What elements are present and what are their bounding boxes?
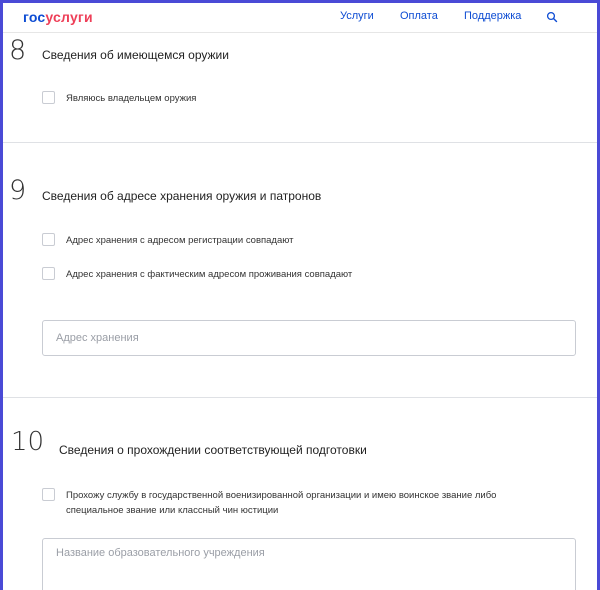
reg-address-checkbox[interactable] <box>42 233 55 246</box>
section-10-title: Сведения о прохождении соответствующей подготовки <box>59 443 367 457</box>
military-service-label-line2[interactable]: специальное звание или классный чин юстиции <box>66 505 279 516</box>
section-9-title: Сведения об адресе хранения оружия и патронов <box>42 189 322 203</box>
nav-payment-link[interactable]: Оплата <box>400 10 438 22</box>
institution-name-placeholder: Название образовательного учреждения <box>56 547 265 559</box>
section-8-number: 8 <box>9 35 27 66</box>
section-10-number: 10 <box>11 427 45 457</box>
section-9-number: 9 <box>9 175 27 206</box>
reg-address-label[interactable]: Адрес хранения с адресом регистрации совпадают <box>66 235 294 246</box>
weapon-owner-label[interactable]: Являюсь владельцем оружия <box>66 93 197 104</box>
page-frame <box>3 3 597 590</box>
top-header <box>3 3 597 33</box>
gosuslugi-logo[interactable] <box>23 9 93 25</box>
institution-name-input[interactable] <box>42 538 576 590</box>
actual-address-checkbox[interactable] <box>42 267 55 280</box>
storage-address-placeholder: Адрес хранения <box>56 332 139 344</box>
nav-support-link[interactable]: Поддержка <box>464 10 522 22</box>
logo-part-gos: гос <box>23 9 46 25</box>
logo-part-uslugi: услуги <box>45 9 93 25</box>
section-divider <box>3 142 597 143</box>
military-service-label-line1[interactable]: Прохожу службу в государственной военизированной организации и имею воинское звание либо <box>66 490 497 501</box>
nav-services-link[interactable]: Услуги <box>340 10 374 22</box>
section-divider <box>3 397 597 398</box>
storage-address-input[interactable] <box>42 320 576 356</box>
section-8-title: Сведения об имеющемся оружии <box>42 48 229 62</box>
actual-address-label[interactable]: Адрес хранения с фактическим адресом проживания совпадают <box>66 269 353 280</box>
search-icon[interactable] <box>546 10 558 22</box>
military-service-checkbox[interactable] <box>42 488 55 501</box>
weapon-owner-checkbox[interactable] <box>42 91 55 104</box>
